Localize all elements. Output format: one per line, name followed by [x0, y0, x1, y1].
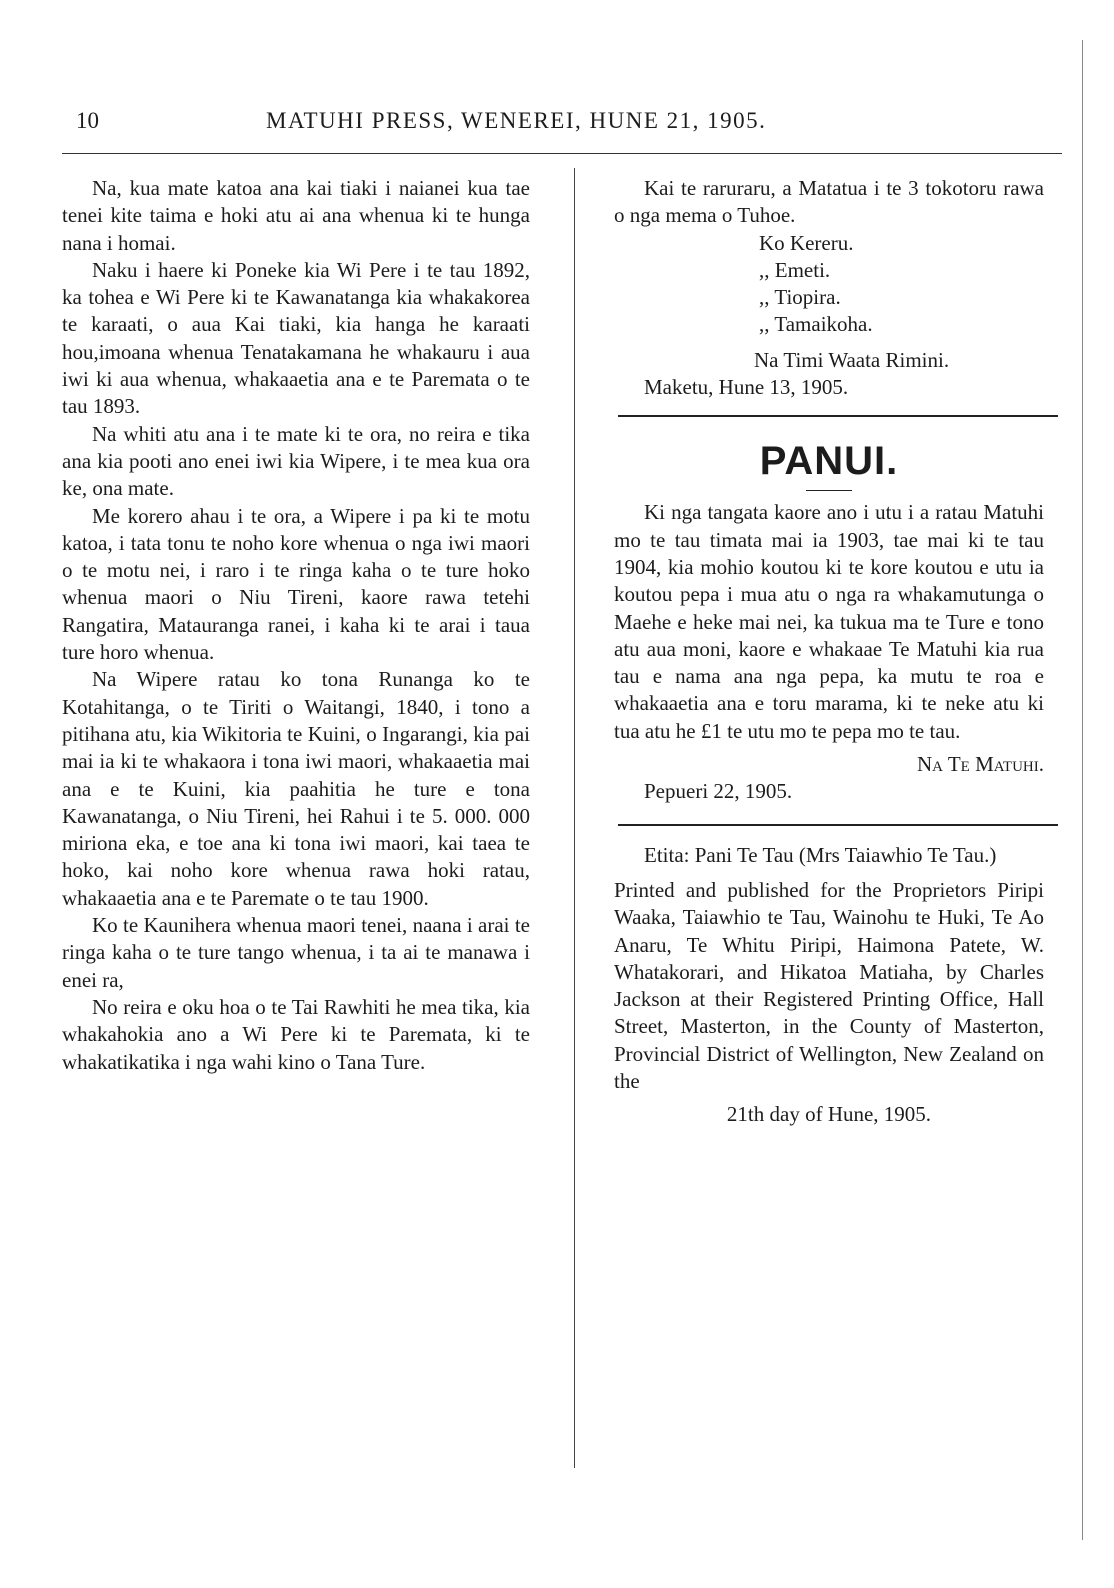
imprint-date: 21th day of Hune, 1905.: [726, 1102, 932, 1127]
paragraph: Na Wipere ratau ko tona Runanga ko te Kotahitanga, o te Tiriti o Waitangi, 1840, i tono a pitihana atu, kia Wikitoria te Kuini, o Ingarangi, kia pai mai ia ki te whakaora i tona iwi maori, whakaaetia mai ana e te Kuini, kia paahitia he ture e tona Kawanatanga, o Niu Tireni, hei Rahui i te 5. 000. 000 miriona eka, e toe ana ki tona iwi maori, kai taea te hoko, kai noho kore whenua rawa hoki ratau, whakaaetia ana e te Paremate o te tau 1900.: [62, 667, 530, 910]
left-column: [62, 175, 530, 1076]
page-header: [76, 108, 1036, 138]
paragraph: No reira e oku hoa o te Tai Rawhiti he mea tika, kia whakahokia ano a Wi Pere ki te Paremata, ki te whakatikatika i nga wahi kino o Tana Ture.: [62, 994, 530, 1074]
imprint: Printed and published for the Proprietors Piripi Waaka, Taiawhio te Tau, Wainohu te Huki, Te Ao Anaru, Te Whitu Piripi, Haimona Patete, W. Whatakorari, and Hikatoa Matiaha, by Charles Jackson at their Registered Printing Office, Hall Street, Masterton, in the County of Masterton, Provincial District of Wellington, New Zealand on the: [614, 877, 1044, 1094]
notice-signature: Na Te Matuhi.: [916, 752, 1044, 777]
notice-body: Ki nga tangata kaore ano i utu i a ratau Matuhi mo te tau timata mai ia 1903, tae mai ki te tau 1904, kia mohio koutou ki te kore koutou e utu ia koutou pepa i mua atu o nga ra whakamutunga o Maehe e heke mai nei, ka tukua ma te Ture e tono atu aua moni, kaore e whakaae Te Matuhi kia rua tau e nama ana nga pepa, ka mutu te roa e whakaaetia ana e toru marama, ki te neke atu ki tua atu he £1 te utu mo te pepa mo te tau.: [614, 500, 1044, 743]
paragraph: Na, kua mate katoa ana kai tiaki i naianei kua tae tenei kite taima e hoki atu ai ana whenua ki te hunga nana i homai.: [62, 176, 530, 255]
column-divider: [574, 168, 575, 1468]
letter-intro: Kai te raruraru, a Matatua i te 3 tokotoru rawa o nga mema o Tuhoe.: [614, 176, 1044, 228]
letter-place-date: Maketu, Hune 13, 1905.: [644, 375, 849, 400]
letter-signature: Na Timi Waata Rimini.: [754, 347, 950, 372]
signer: ,, Emeti.: [759, 257, 831, 282]
signer: ,, Tamaikoha.: [759, 312, 873, 337]
editor-line: Etita: Pani Te Tau (Mrs Taiawhio Te Tau.): [644, 842, 997, 867]
signer: Ko Kereru.: [759, 230, 854, 255]
running-head-title: MATUHI PRESS, WENEREI, HUNE 21, 1905.: [266, 108, 767, 133]
section-rule: [618, 824, 1058, 826]
signer: ,, Tiopira.: [759, 285, 841, 310]
signer-list: [614, 230, 1044, 339]
title-rule: [806, 490, 852, 491]
right-column: [614, 175, 1044, 1129]
paragraph: Ko te Kaunihera whenua maori tenei, naana i arai te ringa kaha o te ture tango whenua, i ta ai te manawa i enei ra,: [62, 913, 530, 992]
paragraph: Naku i haere ki Poneke kia Wi Pere i te tau 1892, ka tohea e Wi Pere ki te Kawanatanga kia whakakorea te karaati, o aua Kai tiaki, kia hanga he karaati hou,imoana whenua Tenatakamana he whakauru i aua iwi ki aua whenua, whakaaetia ana e te Paremata o te tau 1893.: [62, 257, 530, 419]
page-edge-rule: [1082, 40, 1083, 1540]
page-number: 10: [76, 108, 99, 133]
header-rule: [62, 153, 1062, 154]
section-rule: [618, 415, 1058, 417]
notice-title: PANUI.: [759, 439, 899, 484]
paragraph: Me korero ahau i te ora, a Wipere i pa ki te motu katoa, i tata tonu te noho kore whenua o nga iwi maori o te motu nei, i raro i te ringa kaha o te ture hoko whenua maori o Niu Tireni, kaore rawa tetehi Rangatira, Matauranga ranei, i kaha ki te arai i taua ture horo whenua.: [62, 503, 530, 665]
notice-date: Pepueri 22, 1905.: [644, 779, 793, 804]
paragraph: Na whiti atu ana i te mate ki te ora, no reira e tika ana kia pooti ano enei iwi kia Wipere, i te mea kua ora ke, ona mate.: [62, 421, 530, 501]
